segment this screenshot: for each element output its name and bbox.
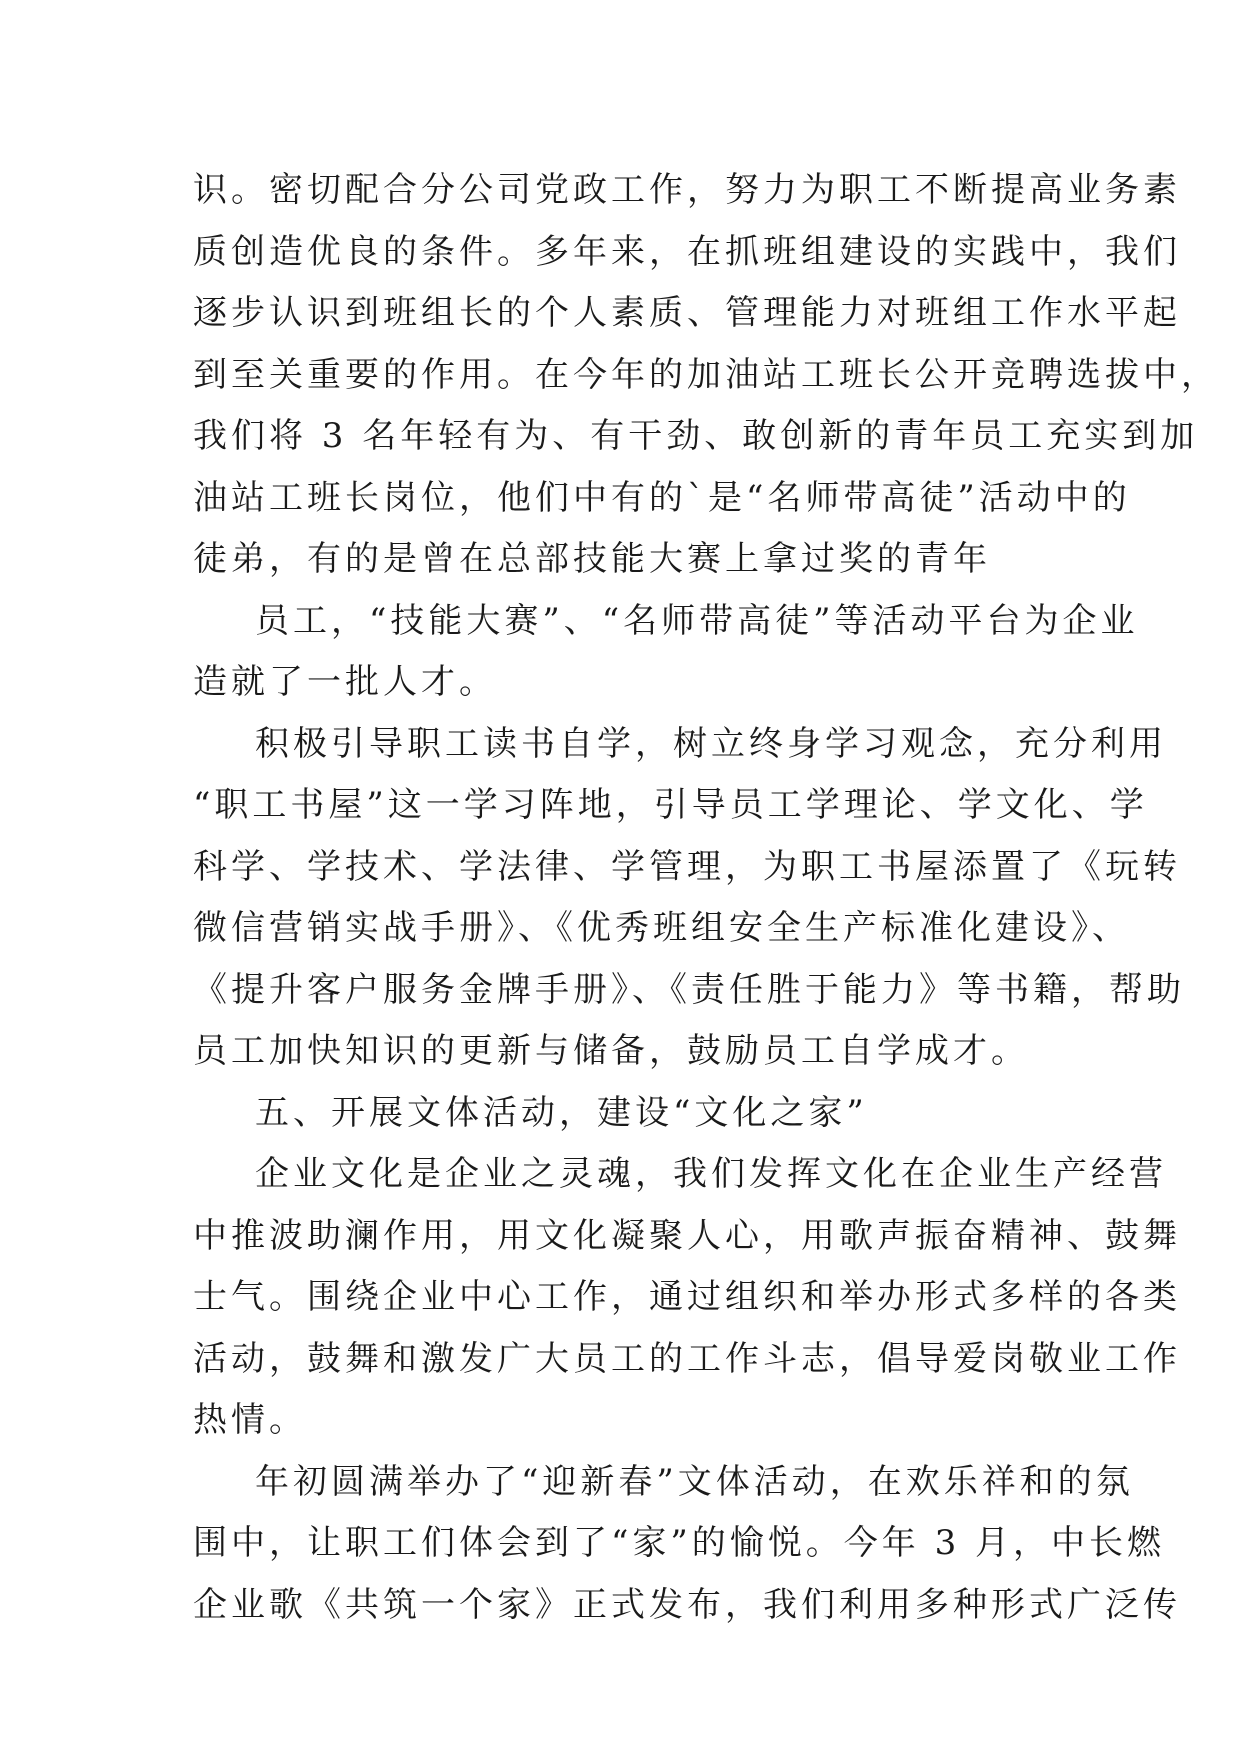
text-line: 中推波助澜作用，用文化凝聚人心，用歌声振奋精神、鼓舞 (193, 1215, 1181, 1256)
text-line: 识。密切配合分公司党政工作，努力为职工不断提高业务素 (193, 170, 1181, 210)
text-line: 《提升客户服务金牌手册》、《责任胜于能力》等书籍，帮助 (193, 969, 1185, 1010)
section-heading: 五、开展文体活动，建设“文化之家” (255, 1092, 868, 1133)
paragraph-start-line: 员工，“技能大赛”、“名师带高徒”等活动平台为企业 (255, 600, 1139, 641)
text-line: 士气。围绕企业中心工作，通过组织和举办形式多样的各类 (193, 1277, 1181, 1317)
text-line: “职工书屋”这一学习阵地，引导员工学理论、学文化、学 (193, 785, 1148, 825)
text-line: 我们将 3 名年轻有为、有干劲、敢创新的青年员工充实到加 (193, 416, 1199, 456)
text-line: 围中，让职工们体会到了“家”的愉悦。今年 3 月，中长燃 (193, 1523, 1166, 1563)
text-line: 到至关重要的作用。在今年的加油站工班长公开竞聘选拔中， (193, 354, 1219, 395)
text-line: 员工加快知识的更新与储备，鼓励员工自学成才。 (193, 1031, 1029, 1071)
text-line: 活动，鼓舞和激发广大员工的工作斗志，倡导爱岗敬业工作 (193, 1338, 1181, 1379)
text-line: 企业歌《共筑一个家》正式发布，我们利用多种形式广泛传 (193, 1584, 1181, 1625)
paragraph-start-line: 企业文化是企业之灵魂，我们发挥文化在企业生产经营 (255, 1154, 1167, 1194)
text-line: 油站工班长岗位，他们中有的`是“名师带高徒”活动中的 (193, 477, 1131, 518)
text-line: 微信营销实战手册》、《优秀班组安全生产标准化建设》、 (193, 908, 1130, 948)
text-line: 热情。 (193, 1400, 307, 1440)
paragraph-start-line: 年初圆满举办了“迎新春”文体活动，在欢乐祥和的氛 (255, 1461, 1134, 1502)
text-line: 逐步认识到班组长的个人素质、管理能力对班组工作水平起 (193, 293, 1181, 333)
text-line: 徒弟，有的是曾在总部技能大赛上拿过奖的青年 (193, 539, 991, 579)
text-line: 科学、学技术、学法律、学管理，为职工书屋添置了《玩转 (193, 846, 1181, 887)
text-line: 质创造优良的条件。多年来，在抓班组建设的实践中，我们 (193, 231, 1181, 272)
text-line: 造就了一批人才。 (193, 662, 497, 702)
body-text (193, 160, 1219, 1636)
paragraph-start-line: 积极引导职工读书自学，树立终身学习观念，充分利用 (255, 723, 1167, 764)
